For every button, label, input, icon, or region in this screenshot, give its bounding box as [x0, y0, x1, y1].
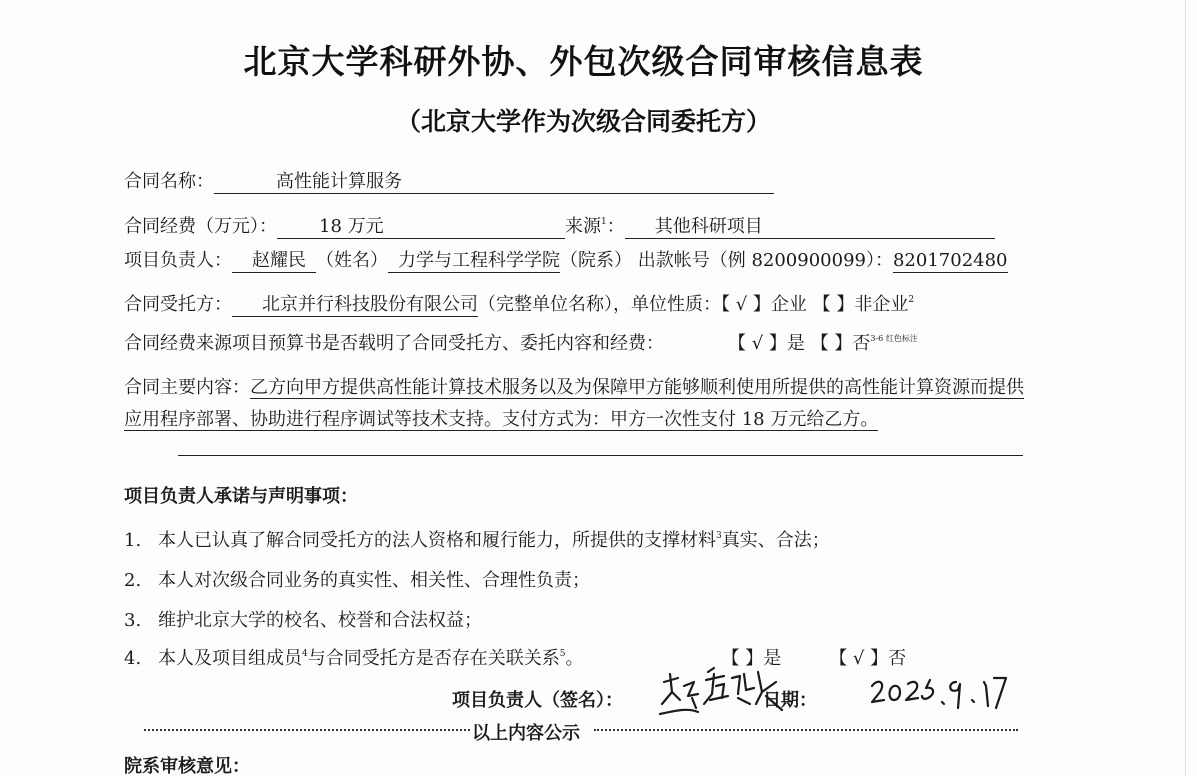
main-content-block — [124, 372, 1039, 436]
project-leader-name-suffix: （姓名） — [316, 250, 388, 271]
contract-fee-row — [124, 210, 995, 239]
signature-label: 项目负责人（签名）： — [452, 690, 623, 711]
main-content-label: 合同主要内容： — [124, 377, 250, 398]
pledge-item-text-mid: 与合同受托方是否存在关联关系 — [307, 648, 560, 669]
contract-name-row — [124, 170, 774, 194]
handwritten-signature — [658, 664, 788, 722]
pledge-item-3 — [124, 606, 482, 632]
account-value: 8201702480 — [892, 250, 1008, 271]
page-edge — [1185, 0, 1186, 776]
fee-source-colon: ： — [606, 216, 625, 237]
pledge-heading: 项目负责人承诺与声明事项： — [124, 486, 358, 507]
pledge-item-text: 本人对次级合同业务的真实性、相关性、合理性负责； — [158, 570, 590, 591]
pledge-item-text-after: 真实、合法； — [721, 530, 830, 551]
budget-question-row — [124, 327, 918, 356]
main-content-underline — [178, 455, 1023, 456]
dotted-divider-left — [144, 729, 470, 731]
pledge-item-1 — [124, 526, 830, 552]
contractee-label: 合同受托方： — [124, 294, 232, 315]
pledge-item-text: 本人及项目组成员 — [158, 648, 302, 669]
fee-source-note: 1 — [601, 217, 607, 227]
project-leader-label: 项目负责人： — [124, 250, 232, 271]
contract-fee-value: 18 万元 — [277, 216, 565, 239]
pledge-item-2 — [124, 566, 590, 592]
contractee-value: 北京并行科技股份有限公司 — [232, 294, 478, 317]
pledge-item-text: 维护北京大学的校名、校誉和合法权益； — [158, 610, 482, 631]
contractee-row — [124, 288, 914, 317]
form-title: 北京大学科研外协、外包次级合同审核信息表 — [243, 42, 924, 81]
pledge-item-number: 1. — [124, 530, 142, 551]
pledge-item-4 — [124, 644, 906, 670]
fee-source-label: 来源 — [565, 216, 601, 237]
contract-name-value: 高性能计算服务 — [214, 171, 774, 194]
project-leader-department-suffix: （院系） — [560, 250, 632, 271]
non-enterprise-label: 非企业 — [854, 294, 909, 315]
relation-yes-label: 是 — [763, 648, 782, 669]
pledge-item-text: 本人已认真了解合同受托方的法人资格和履行能力，所提供的支撑材料 — [158, 530, 716, 551]
enterprise-checkbox: 【 √ 】 — [721, 294, 771, 315]
relation-no-checkbox: 【 √ 】 — [829, 648, 889, 669]
pledge-item-note-2: 5 — [559, 649, 566, 659]
fee-source-value: 其他科研项目 — [625, 216, 995, 239]
relation-yes-checkbox: 【 】 — [721, 648, 764, 669]
project-leader-department: 力学与工程科学学院 — [388, 250, 560, 273]
contractee-value-suffix: （完整单位名称） — [478, 294, 613, 315]
budget-yes-checkbox: 【 √ 】 — [728, 333, 787, 354]
budget-no-label: 否 — [852, 333, 871, 354]
main-content-text: 乙方向甲方提供高性能计算技术服务以及为保障甲方能够顺利使用所提供的高性能计算资源而提供应用程序部署、协助进行程序调试等技术支持。支付方式为：甲方一次性支付 18 万元给乙方。 — [124, 377, 1024, 430]
contract-name-label: 合同名称： — [124, 171, 214, 192]
pledge-item-note: 4 — [302, 649, 308, 659]
budget-yes-label: 是 — [786, 333, 805, 354]
project-leader-name: 赵耀民 — [232, 250, 316, 273]
dotted-divider-right — [594, 729, 1018, 731]
form-subtitle: （北京大学作为次级合同委托方） — [395, 107, 771, 136]
unit-nature-label: ，单位性质： — [613, 294, 721, 315]
contractee-note: 2 — [908, 295, 915, 305]
relation-no-label: 否 — [888, 648, 907, 669]
budget-no-checkbox: 【 】 — [810, 333, 853, 354]
budget-question-label: 合同经费来源项目预算书是否载明了合同受托方、委托内容和经费： — [124, 333, 664, 354]
budget-note: 3-6 红色标注 — [870, 334, 918, 343]
pledge-item-number: 3. — [124, 610, 142, 631]
publicity-label: 以上内容公示 — [470, 719, 582, 745]
account-label: 出款帐号（例 8200900099）： — [637, 250, 893, 271]
pledge-item-number: 4. — [124, 648, 142, 669]
handwritten-date — [868, 672, 1008, 718]
pledge-item-note: 3 — [716, 531, 722, 541]
pledge-item-text-after: 。 — [565, 648, 584, 669]
non-enterprise-checkbox: 【 】 — [812, 294, 855, 315]
department-review-heading: 院系审核意见： — [124, 756, 250, 777]
enterprise-label: 企业 — [770, 294, 807, 315]
date-label: 日期： — [763, 690, 817, 711]
contract-fee-label: 合同经费（万元）： — [124, 216, 277, 237]
project-leader-row — [124, 249, 1008, 273]
pledge-item-number: 2. — [124, 570, 142, 591]
